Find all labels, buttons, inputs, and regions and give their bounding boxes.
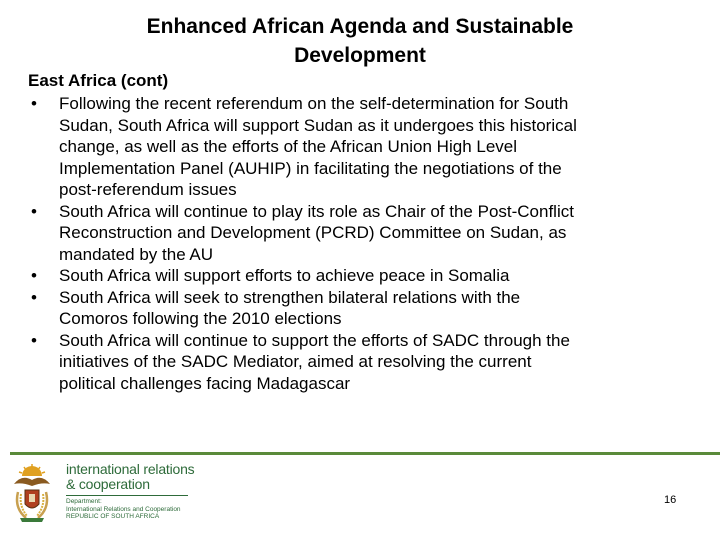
bullet-line: South Africa will support efforts to achieve peace in Somalia: [59, 266, 510, 285]
section-heading: East Africa (cont): [28, 71, 169, 90]
bullet-line: change, as well as the efforts of the African Union High Level: [59, 137, 518, 156]
bullet-line: South Africa will continue to play its role as Chair of the Post-Conflict: [59, 201, 574, 221]
slide-title-line-1: Enhanced African Agenda and Sustainable: [146, 15, 574, 38]
coat-of-arms-icon: [10, 464, 54, 524]
bullet-line: South Africa will continue to support the efforts of SADC through the: [59, 330, 570, 350]
logo-title-line-1: international relations: [66, 461, 195, 477]
bullet-line: mandated by the AU: [59, 244, 214, 264]
page-number: 16: [664, 494, 677, 506]
bullet-item: [28, 265, 700, 287]
department-name: International Relations and Cooperation: [66, 505, 181, 513]
bullet-line: Reconstruction and Development (PCRD) Committee on Sudan, as: [59, 223, 567, 242]
slide-title: [0, 12, 720, 70]
bullet-line: political challenges facing Madagascar: [59, 373, 351, 393]
bullet-line: South Africa will seek to strengthen bilateral relations with the: [59, 287, 521, 307]
logo-divider: [66, 495, 188, 496]
country-name: REPUBLIC OF SOUTH AFRICA: [66, 513, 160, 520]
bullet-line: Implementation Panel (AUHIP) in facilitating the negotiations of the: [59, 158, 562, 178]
slide-title-line-2: Development: [294, 44, 426, 67]
bullet-marker: •: [31, 201, 37, 221]
bullet-line: Sudan, South Africa will support Sudan as it undergoes this historical: [59, 115, 577, 135]
bullet-line: initiatives of the SADC Mediator, aimed at resolving the current: [59, 352, 532, 371]
bullet-marker: •: [31, 94, 37, 113]
bullet-marker: •: [31, 287, 37, 307]
department-logo: [66, 462, 196, 521]
department-label: Department:: [66, 498, 102, 505]
bullet-item: [28, 93, 700, 201]
bullet-item: [28, 287, 700, 330]
bullet-marker: •: [31, 330, 37, 350]
bullet-line: post-referendum issues: [59, 180, 237, 199]
bullet-marker: •: [31, 266, 37, 285]
bullet-item: [28, 201, 700, 266]
bullet-list: [28, 93, 700, 394]
logo-title-line-2: & cooperation: [66, 476, 150, 492]
bullet-line: Comoros following the 2010 elections: [59, 309, 342, 328]
footer-divider: [10, 452, 720, 455]
bullet-line: Following the recent referendum on the self-determination for South: [59, 94, 569, 113]
bullet-item: [28, 330, 700, 395]
